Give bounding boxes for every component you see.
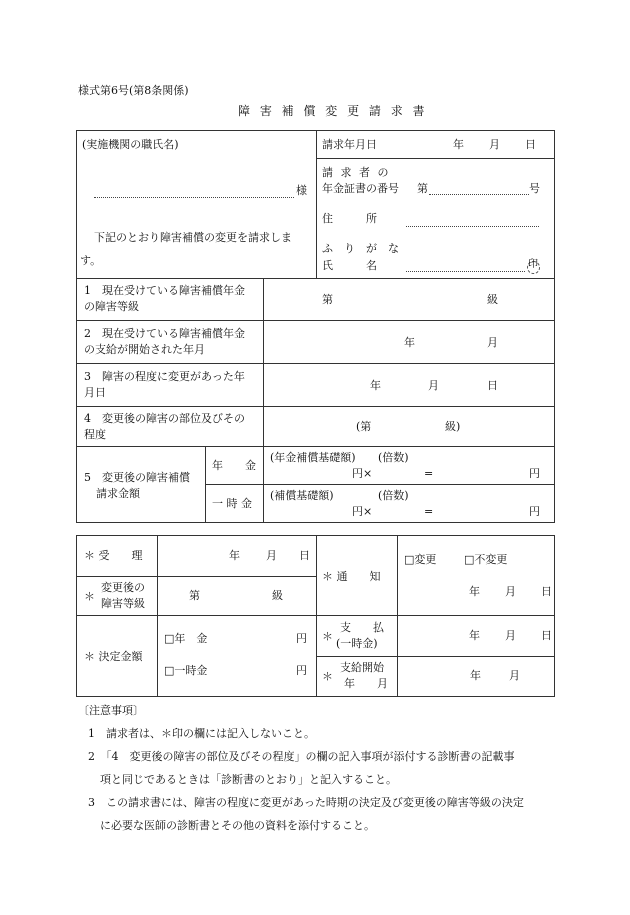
name-label: 氏 名 bbox=[322, 259, 377, 272]
grade-label-line1: 変更後の bbox=[101, 581, 145, 594]
shiharai-year: 年 bbox=[469, 629, 480, 642]
row5-nenkin: 年 金 bbox=[212, 459, 256, 472]
certificate-dai: 第 bbox=[417, 182, 428, 195]
row4-label-line1: 4 変更後の障害の部位及びその bbox=[84, 412, 245, 425]
row1-dai: 第 bbox=[322, 293, 333, 306]
shiharai-label-line1: 支 払 bbox=[340, 621, 384, 634]
start-star: ＊ bbox=[322, 670, 333, 683]
juri-year: 年 bbox=[229, 549, 240, 562]
address-field[interactable] bbox=[406, 226, 539, 227]
request-text-line2: す。 bbox=[80, 254, 102, 267]
grade-star: ＊ bbox=[84, 590, 95, 603]
notes-heading: 〔注意事項〕 bbox=[78, 704, 144, 717]
nenkin-multiplier-label: (倍数) bbox=[378, 451, 409, 464]
amount-label: ＊ 決定金額 bbox=[84, 650, 143, 663]
row2-month: 月 bbox=[487, 336, 498, 349]
row1-kyu: 級 bbox=[487, 293, 498, 306]
shiharai-label-line2: (一時金) bbox=[336, 637, 378, 650]
juri-label: ＊ 受 理 bbox=[84, 549, 143, 562]
start-label-line2: 年 月 bbox=[344, 677, 388, 690]
nenkin-yen: 円 bbox=[529, 467, 540, 480]
amount-nenkin-checkbox[interactable]: □年 金 bbox=[164, 632, 208, 645]
nenkin-yen-x: 円× bbox=[352, 467, 373, 480]
row5-label-line1: 5 変更後の障害補償 bbox=[84, 471, 190, 484]
ichiji-multiplier-label: (倍数) bbox=[378, 489, 409, 502]
kijun-basis-label: (補償基礎額) bbox=[270, 489, 334, 502]
row2-label-line2: の支給が開始された年月 bbox=[84, 343, 205, 356]
row3-label-line2: 月日 bbox=[84, 386, 106, 399]
henko-checkbox[interactable]: □変更 bbox=[404, 553, 437, 566]
amount-nenkin-yen: 円 bbox=[296, 632, 307, 645]
ichiji-equals: = bbox=[424, 505, 434, 518]
tsuchi-day: 日 bbox=[541, 585, 552, 598]
row3-month: 月 bbox=[428, 379, 439, 392]
row2-year: 年 bbox=[404, 336, 415, 349]
amount-ichiji-checkbox[interactable]: □一時金 bbox=[164, 664, 208, 677]
row5-ichijikin: 一 時 金 bbox=[212, 497, 252, 510]
address-label: 住 所 bbox=[322, 212, 377, 225]
row4-value-close: 級) bbox=[445, 420, 461, 433]
row1-label-line1: 1 現在受けている障害補償年金 bbox=[84, 284, 245, 297]
agency-label: (実施機関の職氏名) bbox=[82, 138, 179, 151]
amount-ichiji-yen: 円 bbox=[296, 664, 307, 677]
request-date-year: 年 bbox=[453, 138, 464, 151]
request-date-label: 請求年月日 bbox=[322, 138, 377, 151]
sama-label: 様 bbox=[296, 184, 307, 197]
shiharai-month: 月 bbox=[505, 629, 516, 642]
claimant-label-line1: 請 求 者 の bbox=[322, 166, 391, 179]
row5-label-line2: 請求金額 bbox=[96, 487, 140, 500]
tsuchi-year: 年 bbox=[469, 585, 480, 598]
certificate-go: 号 bbox=[529, 182, 540, 195]
tsuchi-label: ＊ 通 知 bbox=[322, 570, 381, 583]
note-2-line1: 2 「4 変更後の障害の部位及びその程度」の欄の記入事項が添付する診断書の記載事 bbox=[88, 750, 515, 763]
seal-label: 印 bbox=[528, 259, 538, 270]
certificate-number-field[interactable] bbox=[429, 194, 529, 195]
fuhenko-checkbox[interactable]: □不変更 bbox=[464, 553, 508, 566]
furigana-label: ふ り が な bbox=[322, 242, 399, 255]
juri-month: 月 bbox=[266, 549, 277, 562]
start-label-line1: 支給開始 bbox=[340, 661, 384, 674]
row3-day: 日 bbox=[487, 379, 498, 392]
row3-year: 年 bbox=[370, 379, 381, 392]
note-3-line2: に必要な医師の診断書とその他の資料を添付すること。 bbox=[100, 819, 375, 832]
note-3-line1: 3 この請求書には、障害の程度に変更があった時期の決定及び変更後の障害等級の決定 bbox=[88, 796, 524, 809]
request-date-month: 月 bbox=[489, 138, 500, 151]
ichiji-yen-x: 円× bbox=[352, 505, 373, 518]
grade-label-line2: 障害等級 bbox=[101, 597, 145, 610]
start-month: 月 bbox=[509, 669, 520, 682]
note-2-line2: 項と同じであるときは「診断書のとおり」と記入すること。 bbox=[100, 773, 397, 786]
request-text-line1: 下記のとおり障害補償の変更を請求しま bbox=[94, 231, 292, 244]
row3-label-line1: 3 障害の程度に変更があった年 bbox=[84, 370, 245, 383]
shiharai-star: ＊ bbox=[322, 630, 333, 643]
start-year: 年 bbox=[470, 669, 481, 682]
shiharai-day: 日 bbox=[541, 629, 552, 642]
nenkin-equals: = bbox=[424, 467, 434, 480]
agency-name-field[interactable] bbox=[94, 197, 294, 198]
row4-value-open: (第 bbox=[356, 420, 372, 433]
grade-kyu: 級 bbox=[272, 589, 283, 602]
row4-label-line2: 程度 bbox=[84, 428, 106, 441]
row1-label-line2: の障害等級 bbox=[84, 300, 139, 313]
grade-dai: 第 bbox=[189, 589, 200, 602]
row2-label-line1: 2 現在受けている障害補償年金 bbox=[84, 327, 245, 340]
tsuchi-month: 月 bbox=[505, 585, 516, 598]
claimant-label-line2: 年金証書の番号 bbox=[322, 182, 399, 195]
ichiji-yen: 円 bbox=[529, 505, 540, 518]
juri-day: 日 bbox=[299, 549, 310, 562]
page-title: 障 害 補 償 変 更 請 求 書 bbox=[238, 104, 428, 118]
name-field[interactable] bbox=[406, 271, 525, 272]
note-1: 1 請求者は、＊印の欄には記入しないこと。 bbox=[88, 727, 315, 740]
nenkin-basis-label: (年金補償基礎額) bbox=[270, 451, 356, 464]
form-number: 様式第6号(第8条関係) bbox=[78, 84, 189, 97]
request-date-day: 日 bbox=[525, 138, 536, 151]
